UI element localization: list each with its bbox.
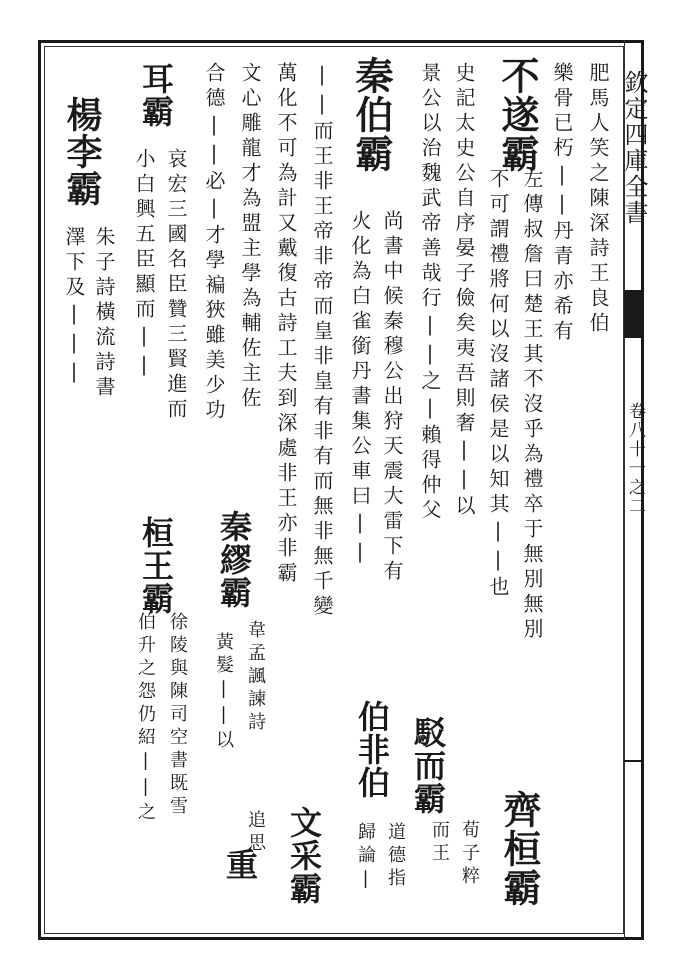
entry-heading-boerba: 駁而霸 <box>409 716 447 815</box>
inline-note-huangfa: 黃髮||以 <box>213 632 234 753</box>
text-column-8: 火化為白雀銜丹書集公車曰|| <box>348 210 372 568</box>
text-column-4: 不可謂禮將何以沒諸侯是以知其||也 <box>486 168 510 601</box>
spine-rule <box>624 760 644 762</box>
text-column-6: 景公以治魏武帝善哉行||之|賴得仲父 <box>418 62 442 524</box>
text-column-7: 尚書中候秦穆公出狩天震大雷下有 <box>380 210 404 585</box>
text-column-13: 哀宏三國名臣贊三賢進而 <box>164 148 188 423</box>
entry-heading-huanwangba: 桓王霸 <box>137 516 175 615</box>
inline-note-xunzi: 荀子粹 <box>459 820 480 889</box>
inline-note-erwang: 而王 <box>429 820 450 866</box>
inline-note-daode: 道德指 <box>385 822 406 891</box>
spine-book-title: 欽定四庫全書 <box>620 70 648 226</box>
entry-heading-qinmiuba: 秦繆霸 <box>215 510 253 609</box>
text-column-14: 小白興五臣顯而|| <box>132 148 156 381</box>
fish-tail-mark <box>624 290 644 338</box>
inline-note-xuling: 徐陵與陳司空書既雪 <box>167 612 188 819</box>
text-column-2: 樂骨已朽||丹青亦希有 <box>550 62 574 345</box>
text-column-11: 文心雕龍才為盟主學為輔佐主佐 <box>238 62 262 412</box>
entry-heading-qinboba: 秦伯霸 <box>349 56 394 173</box>
spine-volume-number: 卷八十一之二 <box>625 402 645 516</box>
text-column-10: 萬化不可為計又戴復古詩工夫到深處非王亦非霸 <box>274 62 298 587</box>
inline-note-weimeng: 韋孟諷諫詩 <box>245 620 266 735</box>
text-column-12: 合德||必|才學褊狹雖美少功 <box>202 62 226 424</box>
text-column-5: 史記太史公自序晏子儉矣夷吾則奢||以 <box>452 62 476 520</box>
entry-heading-bofeibo: 伯非伯 <box>353 700 391 799</box>
text-column-16: 澤下及||| <box>62 226 86 388</box>
inline-note-bosheng: 伯升之怨仍紹||之 <box>135 612 156 825</box>
entry-heading-wencaiba: 文采霸 <box>285 806 323 905</box>
text-column-9: ||而王非王帝非帝而皇非皇有非有而無非無千變 <box>310 62 334 620</box>
inline-note-zhuisi: 追思 <box>245 810 266 856</box>
entry-heading-zhong: 重 <box>221 848 259 881</box>
entry-heading-yangliba: 楊李霸 <box>61 96 103 207</box>
entry-heading-qihuanba: 齊桓霸 <box>497 790 542 907</box>
entry-heading-buzuiba: 不遂霸 <box>495 56 540 173</box>
inline-note-guilun: 歸論| <box>355 822 376 894</box>
text-column-15: 朱子詩橫流詩書 <box>92 226 116 401</box>
text-column-3: 左傳叔詹曰楚王其不沒乎為禮卒于無別無別 <box>520 168 544 643</box>
entry-heading-erba: 耳霸 <box>137 62 175 128</box>
text-column-1: 肥馬人笑之陳深詩王良伯 <box>586 62 610 337</box>
